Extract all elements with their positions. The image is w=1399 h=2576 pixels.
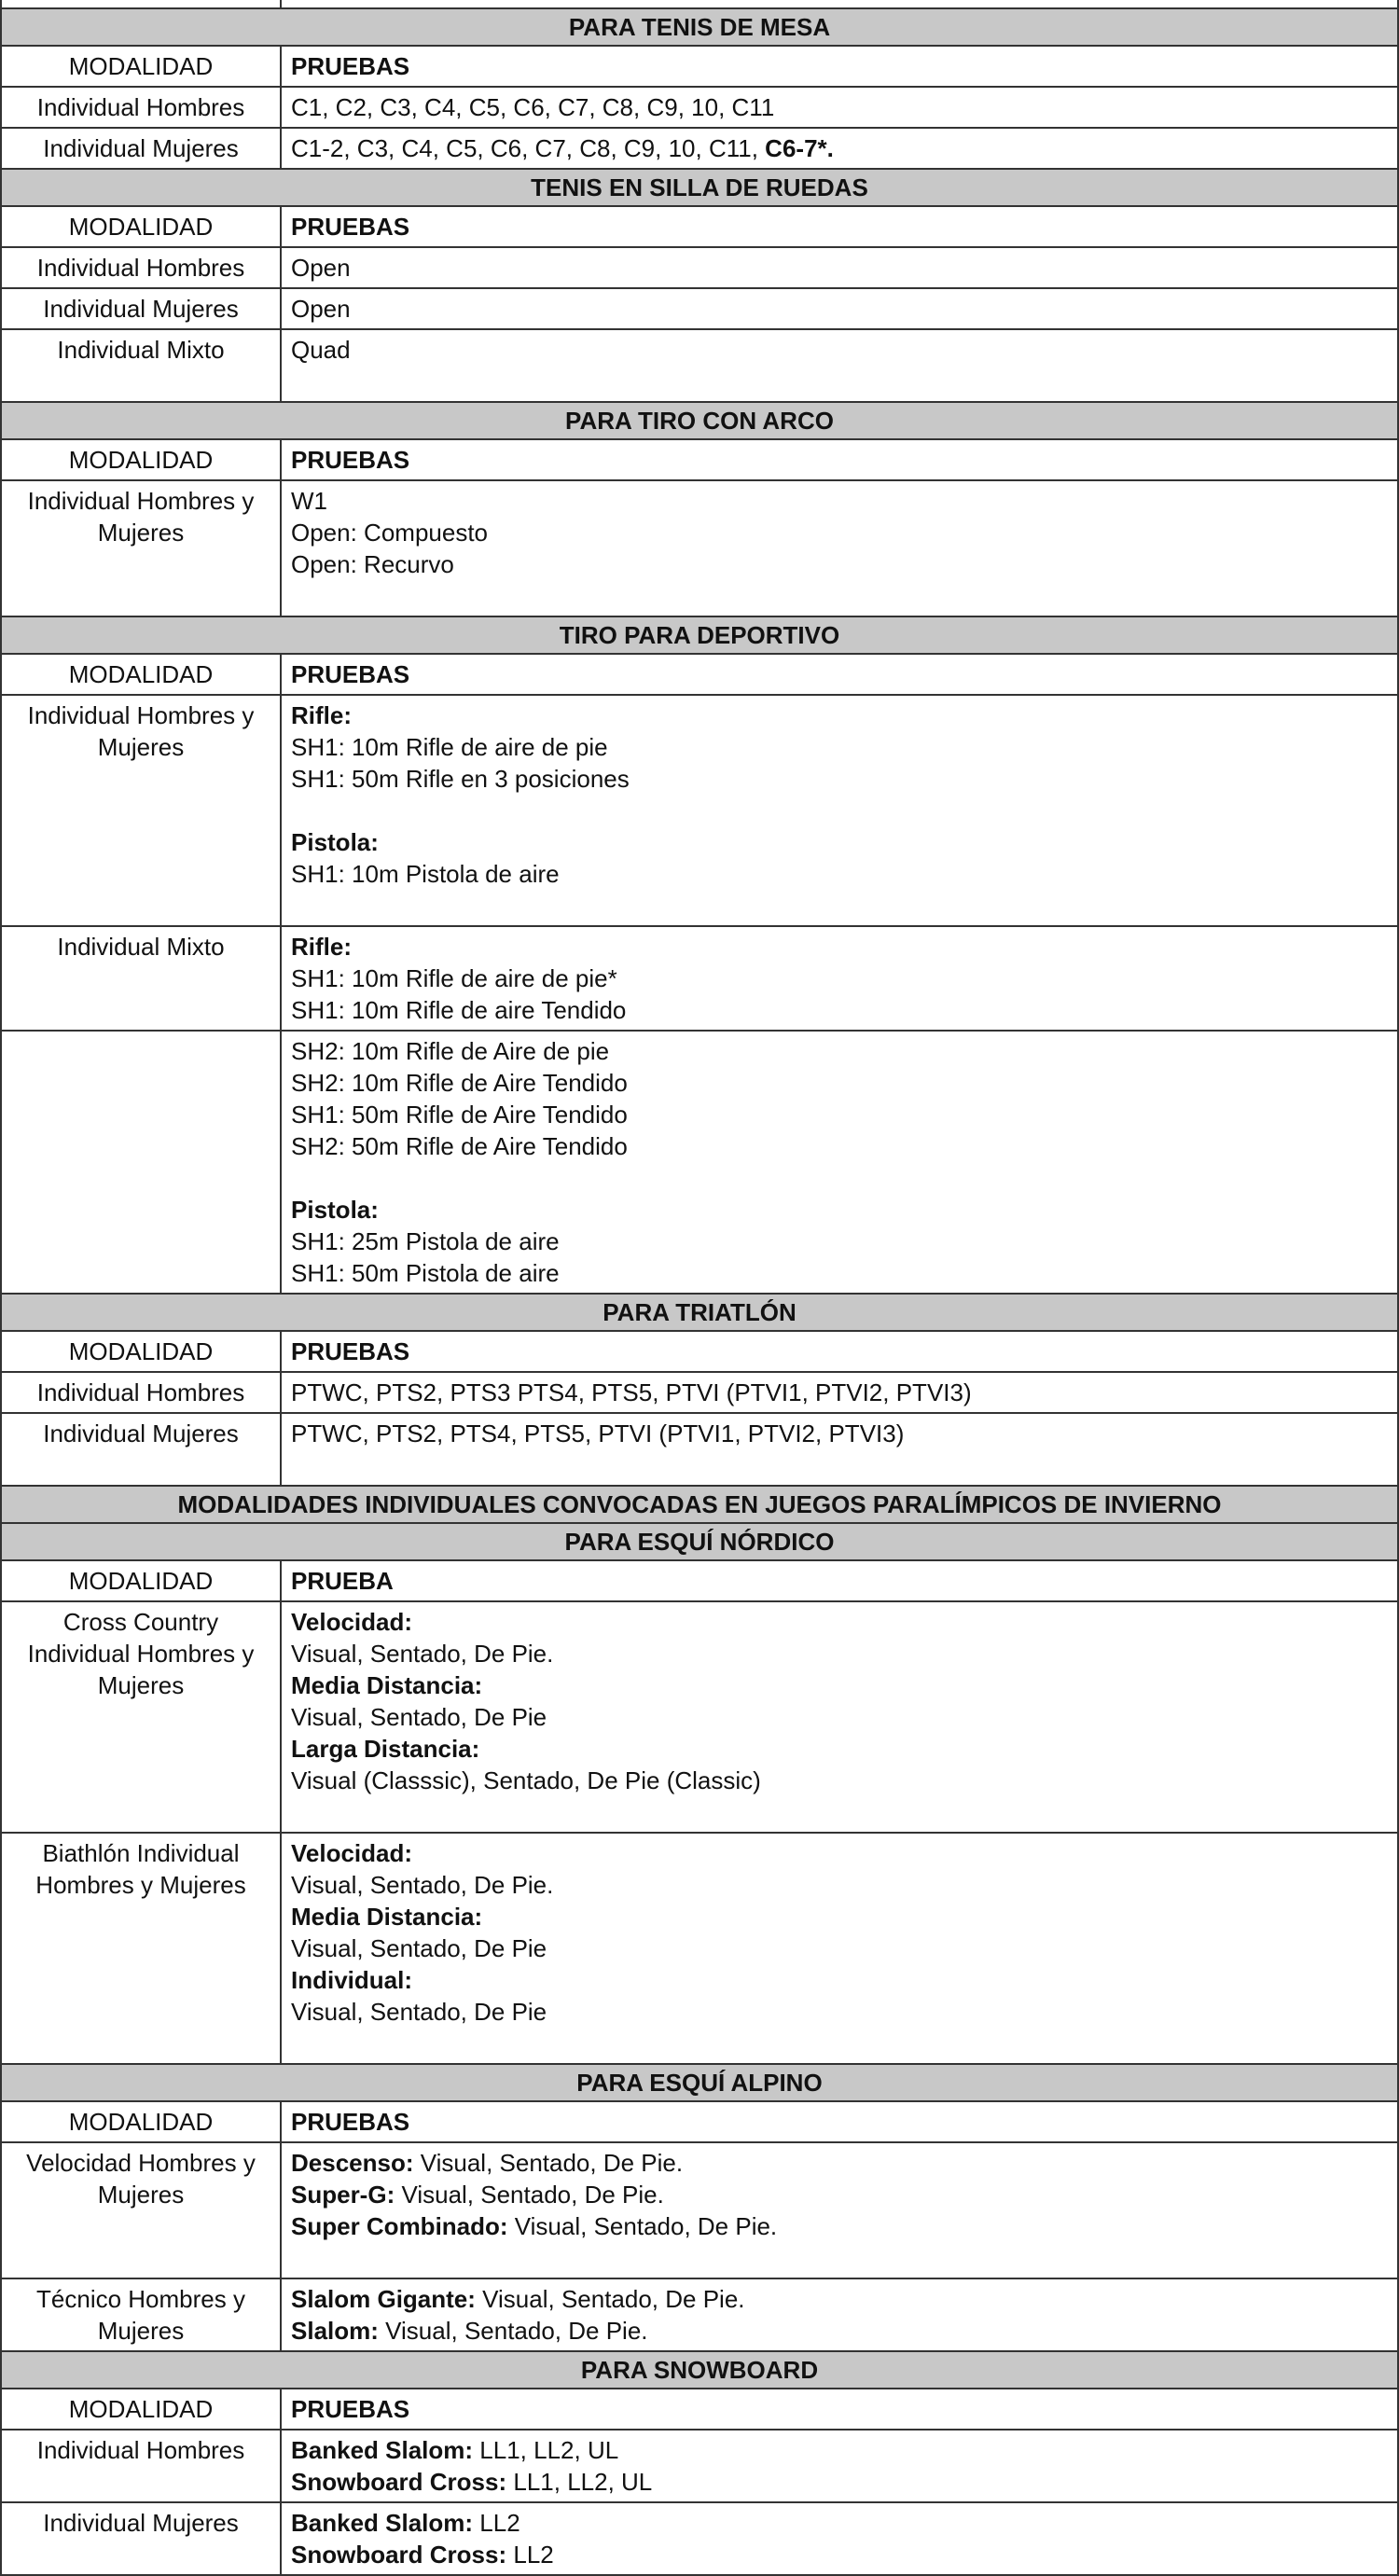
table-row <box>1 695 1398 926</box>
table-row <box>1 2278 1398 2351</box>
table-row <box>1 1413 1398 1486</box>
column-header-pruebas: PRUEBAS <box>281 439 1398 480</box>
pruebas-label: Snowboard Cross: <box>291 2541 507 2569</box>
modalidad-cell: Individual Hombres y Mujeres <box>1 695 281 926</box>
column-header-modalidad: MODALIDAD <box>1 2101 281 2142</box>
modalidad-cell: Individual Mujeres <box>1 1413 281 1486</box>
column-header-row <box>1 46 1398 87</box>
table-row <box>1 87 1398 128</box>
table-row <box>1 288 1398 329</box>
section-title: PARA ESQUÍ ALPINO <box>1 2064 1398 2101</box>
section-title: TIRO PARA DEPORTIVO <box>1 616 1398 654</box>
pruebas-label: Pistola: <box>291 828 379 856</box>
column-header-pruebas: PRUEBA <box>281 1560 1398 1601</box>
pruebas-text: Visual (Classsic), Sentado, De Pie (Classic) <box>291 1766 761 1794</box>
pruebas-line <box>291 2242 1388 2274</box>
pruebas-cell <box>281 1601 1398 1833</box>
column-header-row <box>1 206 1398 247</box>
column-header-modalidad: MODALIDAD <box>1 206 281 247</box>
pruebas-text: Visual, Sentado, De Pie <box>291 1703 547 1731</box>
column-header-modalidad: MODALIDAD <box>1 1331 281 1372</box>
pruebas-line <box>291 858 1388 890</box>
pruebas-line <box>291 1130 1388 1162</box>
pruebas-text: W1 <box>291 487 327 515</box>
pruebas-text: Quad <box>291 336 351 364</box>
pruebas-cell <box>281 87 1398 128</box>
modalidad-cell: Individual Mixto <box>1 926 281 1031</box>
pruebas-line <box>291 1869 1388 1901</box>
pruebas-text: PTWC, PTS2, PTS3 PTS4, PTS5, PTVI (PTVI1, PTVI2, PTVI3) <box>291 1378 972 1406</box>
pruebas-line <box>291 1035 1388 1067</box>
column-header-row <box>1 2101 1398 2142</box>
pruebas-text: LL2 <box>473 2509 520 2537</box>
pruebas-text: Visual, Sentado, De Pie. <box>507 2212 778 2240</box>
column-header-row <box>1 654 1398 695</box>
pruebas-text: Visual, Sentado, De Pie. <box>395 2181 664 2209</box>
modalidad-cell: Biathlón Individual Hombres y Mujeres <box>1 1833 281 2064</box>
section-banner-row <box>1 402 1398 439</box>
sports-table <box>0 7 1399 2576</box>
pruebas-line <box>291 2147 1388 2179</box>
section-title: PARA ESQUÍ NÓRDICO <box>1 1523 1398 1560</box>
modalidad-cell: Velocidad Hombres y Mujeres <box>1 2142 281 2278</box>
pruebas-text: LL2 <box>506 2541 554 2569</box>
column-header-pruebas: PRUEBAS <box>281 1331 1398 1372</box>
pruebas-text: Visual, Sentado, De Pie. <box>378 2317 648 2345</box>
pruebas-line <box>291 795 1388 826</box>
section-banner-row <box>1 8 1398 46</box>
pruebas-line <box>291 293 1388 325</box>
pruebas-cell <box>281 1413 1398 1486</box>
pruebas-text: Open <box>291 295 351 323</box>
modalidad-cell: Individual Mujeres <box>1 128 281 169</box>
pruebas-text: SH1: 10m Rifle de aire de pie* <box>291 964 617 992</box>
column-header-pruebas: PRUEBAS <box>281 654 1398 695</box>
pruebas-text: PTWC, PTS2, PTS4, PTS5, PTVI (PTVI1, PTVI2, PTVI3) <box>291 1420 905 1447</box>
column-header-pruebas: PRUEBAS <box>281 2101 1398 2142</box>
pruebas-line <box>291 91 1388 123</box>
table-row <box>1 1601 1398 1833</box>
pruebas-line <box>291 963 1388 994</box>
pruebas-line <box>291 731 1388 763</box>
pruebas-line <box>291 699 1388 731</box>
pruebas-line <box>291 1099 1388 1130</box>
section-title: TENIS EN SILLA DE RUEDAS <box>1 169 1398 206</box>
pruebas-line <box>291 1837 1388 1869</box>
pruebas-line <box>291 2028 1388 2059</box>
modalidades-table <box>0 7 1399 2576</box>
pruebas-label: Pistola: <box>291 1196 379 1224</box>
pruebas-text: SH1: 50m Rifle de Aire Tendido <box>291 1101 628 1129</box>
pruebas-line <box>291 132 1388 164</box>
pruebas-line <box>291 890 1388 921</box>
table-row <box>1 2502 1398 2575</box>
column-header-pruebas: PRUEBAS <box>281 2389 1398 2430</box>
pruebas-line <box>291 252 1388 284</box>
section-title: PARA TENIS DE MESA <box>1 8 1398 46</box>
modalidad-cell: Individual Mujeres <box>1 288 281 329</box>
column-header-row <box>1 1560 1398 1601</box>
table-row <box>1 480 1398 616</box>
modalidad-cell: Individual Hombres <box>1 2430 281 2502</box>
section-banner-row <box>1 2351 1398 2389</box>
pruebas-label: Velocidad: <box>291 1839 413 1867</box>
pruebas-line <box>291 485 1388 517</box>
pruebas-text: Open: Compuesto <box>291 519 489 547</box>
table-row <box>1 926 1398 1031</box>
pruebas-cell <box>281 247 1398 288</box>
modalidad-cell: Técnico Hombres y Mujeres <box>1 2278 281 2351</box>
pruebas-line <box>291 1701 1388 1733</box>
pruebas-label: Media Distancia: <box>291 1903 483 1931</box>
pruebas-line <box>291 1932 1388 1964</box>
table-row <box>1 2430 1398 2502</box>
pruebas-line <box>291 1606 1388 1638</box>
pruebas-label: Snowboard Cross: <box>291 2468 507 2496</box>
section-banner-row <box>1 1486 1398 1523</box>
pruebas-cell <box>281 2502 1398 2575</box>
pruebas-line <box>291 1765 1388 1796</box>
column-header-row <box>1 2389 1398 2430</box>
pruebas-text: SH2: 10m Rifle de Aire de pie <box>291 1037 610 1065</box>
table-continuation-stub <box>0 0 1399 7</box>
pruebas-label: Media Distancia: <box>291 1671 483 1699</box>
pruebas-cell <box>281 288 1398 329</box>
pruebas-cell <box>281 2278 1398 2351</box>
pruebas-text: Visual, Sentado, De Pie. <box>291 1871 554 1899</box>
table-row <box>1 2142 1398 2278</box>
section-banner-row <box>1 1523 1398 1560</box>
pruebas-line <box>291 1996 1388 2028</box>
pruebas-text: Open <box>291 254 351 282</box>
section-title: PARA TIRO CON ARCO <box>1 402 1398 439</box>
pruebas-line <box>291 580 1388 612</box>
modalidad-cell: Cross Country Individual Hombres y Mujeres <box>1 1601 281 1833</box>
modalidad-cell: Individual Hombres <box>1 87 281 128</box>
pruebas-line <box>291 2283 1388 2315</box>
pruebas-text: Visual, Sentado, De Pie <box>291 1998 547 2026</box>
column-header-modalidad: MODALIDAD <box>1 439 281 480</box>
pruebas-line <box>291 931 1388 963</box>
column-header-modalidad: MODALIDAD <box>1 2389 281 2430</box>
pruebas-line <box>291 1194 1388 1226</box>
pruebas-label: Super-G: <box>291 2181 395 2209</box>
pruebas-label: Slalom Gigante: <box>291 2285 476 2313</box>
pruebas-cell <box>281 1372 1398 1413</box>
table-row <box>1 1031 1398 1294</box>
modalidad-cell: Individual Hombres y Mujeres <box>1 480 281 616</box>
pruebas-text: Visual, Sentado, De Pie <box>291 1934 547 1962</box>
pruebas-line <box>291 2507 1388 2539</box>
pruebas-text: SH1: 10m Pistola de aire <box>291 860 560 888</box>
column-header-row <box>1 439 1398 480</box>
column-header-modalidad: MODALIDAD <box>1 654 281 695</box>
pruebas-label: Super Combinado: <box>291 2212 508 2240</box>
pruebas-line <box>291 2466 1388 2498</box>
pruebas-label: Individual: <box>291 1966 412 1994</box>
pruebas-cell <box>281 2142 1398 2278</box>
pruebas-text: C1, C2, C3, C4, C5, C6, C7, C8, C9, 10, C11 <box>291 93 775 121</box>
pruebas-cell <box>281 1833 1398 2064</box>
pruebas-cell <box>281 926 1398 1031</box>
pruebas-line <box>291 517 1388 548</box>
pruebas-line <box>291 1964 1388 1996</box>
pruebas-line <box>291 548 1388 580</box>
pruebas-label: Rifle: <box>291 933 352 961</box>
pruebas-cell <box>281 480 1398 616</box>
pruebas-line <box>291 1733 1388 1765</box>
column-header-pruebas: PRUEBAS <box>281 206 1398 247</box>
pruebas-text: SH1: 10m Rifle de aire de pie <box>291 733 608 761</box>
pruebas-text: Visual, Sentado, De Pie. <box>413 2149 684 2177</box>
table-row <box>1 329 1398 402</box>
modalidad-cell: Individual Hombres <box>1 247 281 288</box>
table-row <box>1 1372 1398 1413</box>
pruebas-label: Banked Slalom: <box>291 2509 474 2537</box>
column-header-row <box>1 1331 1398 1372</box>
pruebas-text: Visual, Sentado, De Pie. <box>291 1640 554 1668</box>
table-row <box>1 247 1398 288</box>
pruebas-text: SH2: 50m Rifle de Aire Tendido <box>291 1132 628 1160</box>
table-row <box>1 128 1398 169</box>
pruebas-label: Slalom: <box>291 2317 379 2345</box>
pruebas-cell <box>281 1031 1398 1294</box>
pruebas-line <box>291 826 1388 858</box>
section-title: PARA TRIATLÓN <box>1 1294 1398 1331</box>
pruebas-cell <box>281 695 1398 926</box>
pruebas-text: LL1, LL2, UL <box>473 2436 619 2464</box>
pruebas-line <box>291 2434 1388 2466</box>
section-title: MODALIDADES INDIVIDUALES CONVOCADAS EN JUEGOS PARALÍMPICOS DE INVIERNO <box>1 1486 1398 1523</box>
pruebas-line <box>291 1257 1388 1289</box>
pruebas-line <box>291 763 1388 795</box>
pruebas-line <box>291 2210 1388 2242</box>
pruebas-text: Visual, Sentado, De Pie. <box>475 2285 745 2313</box>
table-row <box>1 1833 1398 2064</box>
pruebas-line <box>291 1377 1388 1408</box>
pruebas-cell <box>281 329 1398 402</box>
column-header-pruebas: PRUEBAS <box>281 46 1398 87</box>
pruebas-cell <box>281 2430 1398 2502</box>
pruebas-line <box>291 1067 1388 1099</box>
pruebas-text: SH1: 50m Pistola de aire <box>291 1259 560 1287</box>
pruebas-emphasis: C6-7*. <box>765 134 834 162</box>
pruebas-line <box>291 994 1388 1026</box>
section-banner-row <box>1 2064 1398 2101</box>
pruebas-line <box>291 2539 1388 2570</box>
section-banner-row <box>1 616 1398 654</box>
pruebas-cell <box>281 128 1398 169</box>
pruebas-text: C1-2, C3, C4, C5, C6, C7, C8, C9, 10, C11, <box>291 134 766 162</box>
pruebas-label: Velocidad: <box>291 1608 413 1636</box>
section-banner-row <box>1 169 1398 206</box>
pruebas-label: Descenso: <box>291 2149 414 2177</box>
pruebas-line <box>291 1226 1388 1257</box>
modalidad-cell: Individual Mixto <box>1 329 281 402</box>
pruebas-label: Rifle: <box>291 701 352 729</box>
pruebas-line <box>291 1669 1388 1701</box>
modalidad-cell: Individual Mujeres <box>1 2502 281 2575</box>
pruebas-label: Banked Slalom: <box>291 2436 474 2464</box>
modalidad-cell: Individual Hombres <box>1 1372 281 1413</box>
pruebas-line <box>291 334 1388 366</box>
pruebas-text: SH2: 10m Rifle de Aire Tendido <box>291 1069 628 1097</box>
pruebas-label: Larga Distancia: <box>291 1735 480 1763</box>
pruebas-text: SH1: 10m Rifle de aire Tendido <box>291 996 627 1024</box>
pruebas-line <box>291 2315 1388 2347</box>
pruebas-line <box>291 1162 1388 1194</box>
pruebas-line <box>291 1796 1388 1828</box>
pruebas-line <box>291 1449 1388 1481</box>
pruebas-text: SH1: 25m Pistola de aire <box>291 1227 560 1255</box>
pruebas-text: Open: Recurvo <box>291 550 454 578</box>
pruebas-line <box>291 1901 1388 1932</box>
column-header-modalidad: MODALIDAD <box>1 46 281 87</box>
pruebas-text: LL1, LL2, UL <box>506 2468 653 2496</box>
modalidad-cell <box>1 1031 281 1294</box>
pruebas-line <box>291 2179 1388 2210</box>
pruebas-line <box>291 1418 1388 1449</box>
pruebas-line <box>291 1638 1388 1669</box>
section-title: PARA SNOWBOARD <box>1 2351 1398 2389</box>
pruebas-text: SH1: 50m Rifle en 3 posiciones <box>291 765 630 793</box>
pruebas-line <box>291 366 1388 397</box>
column-header-modalidad: MODALIDAD <box>1 1560 281 1601</box>
section-banner-row <box>1 1294 1398 1331</box>
